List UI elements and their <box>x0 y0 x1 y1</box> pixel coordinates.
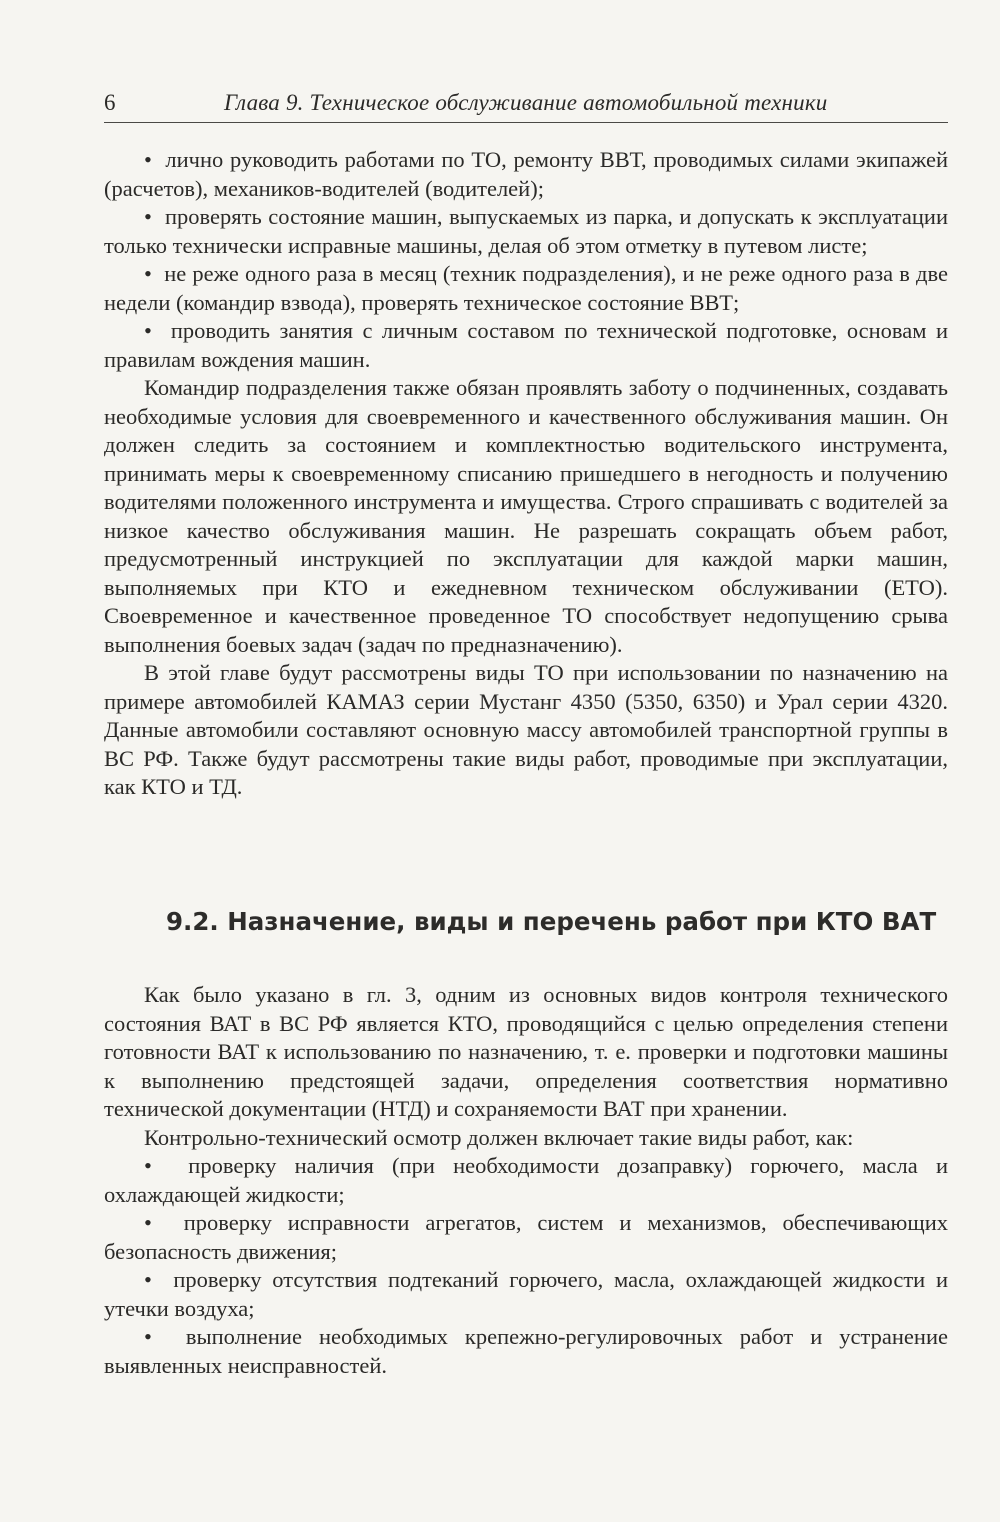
list-item: • проверку отсутствия подтеканий горючего, масла, охлаждающей жидкости и утечки воздуха; <box>104 1266 948 1323</box>
body-text-top <box>104 146 948 802</box>
paragraph-commander-duties: Командир подразделения также обязан проявлять заботу о подчиненных, создавать необходимые условия для своевременного и качественного обслуживания машин. Он должен следить за состоянием и комплектностью водительского инструмента, принимать меры к своевременному списанию пришедшего в негодность и получению водителями положенного инструмента и имущества. Строго спрашивать с водителей за низкое качество обслуживания машин. Не разрешать сокращать объем работ, предусмотренный инструкцией по эксплуатации для каждой марки машин, выполняемых при КТО и ежедневном техническом обслуживании (ЕТО). Своевременное и качественное проведенное ТО способствует недопущению срыва выполнения боевых задач (задач по предназначению). <box>104 375 948 657</box>
paragraph-kto-definition: Как было указано в гл. 3, одним из основных видов контроля технического состояния ВАТ в ВС РФ является КТО, проводящийся с целью определения степени готовности ВАТ к использованию по назначению, т. е. проверки и подготовки машины к выполнению предстоящей задачи, определения соответствия нормативно технической документации (НТД) и сохраняемости ВАТ при хранении. <box>104 982 948 1121</box>
section-heading: 9.2. Назначение, виды и перечень работ при КТО ВАТ <box>166 907 937 936</box>
running-header <box>104 88 948 123</box>
list-item: • проверку исправности агрегатов, систем и механизмов, обеспечивающих безопасность движения; <box>104 1209 948 1266</box>
list-item: • проверять состояние машин, выпускаемых из парка, и допускать к эксплуатации только технически исправные машины, делая об этом отметку в путевом листе; <box>104 203 948 260</box>
list-item: • не реже одного раза в месяц (техник подразделения), и не реже одного раза в две недели (командир взвода), проверять техническое состояние ВВТ; <box>104 260 948 317</box>
list-item: • проводить занятия с личным составом по технической подготовке, основам и правилам вождения машин. <box>104 317 948 374</box>
list-item: • лично руководить работами по ТО, ремонту ВВТ, проводимых силами экипажей (расчетов), механиков-водителей (водителей); <box>104 146 948 203</box>
paragraph-chapter-scope: В этой главе будут рассмотрены виды ТО при использовании по назначению на примере автомобилей КАМАЗ серии Мустанг 4350 (5350, 6350) и Урал серии 4320. Данные автомобили составляют основную массу автомобилей транспортной группы в ВС РФ. Также будут рассмотрены такие виды работ, проводимые при эксплуатации, как КТО и ТД. <box>104 660 948 799</box>
paragraph-kto-works-intro: Контрольно-технический осмотр должен включает такие виды работ, как: <box>144 1124 854 1150</box>
page-number: 6 <box>104 90 116 115</box>
list-item: • выполнение необходимых крепежно-регулировочных работ и устранение выявленных неисправностей. <box>104 1323 948 1380</box>
body-text-section <box>104 981 948 1380</box>
list-item: • проверку наличия (при необходимости дозаправку) горючего, масла и охлаждающей жидкости; <box>104 1152 948 1209</box>
chapter-title: Глава 9. Техническое обслуживание автомобильной техники <box>224 90 828 115</box>
